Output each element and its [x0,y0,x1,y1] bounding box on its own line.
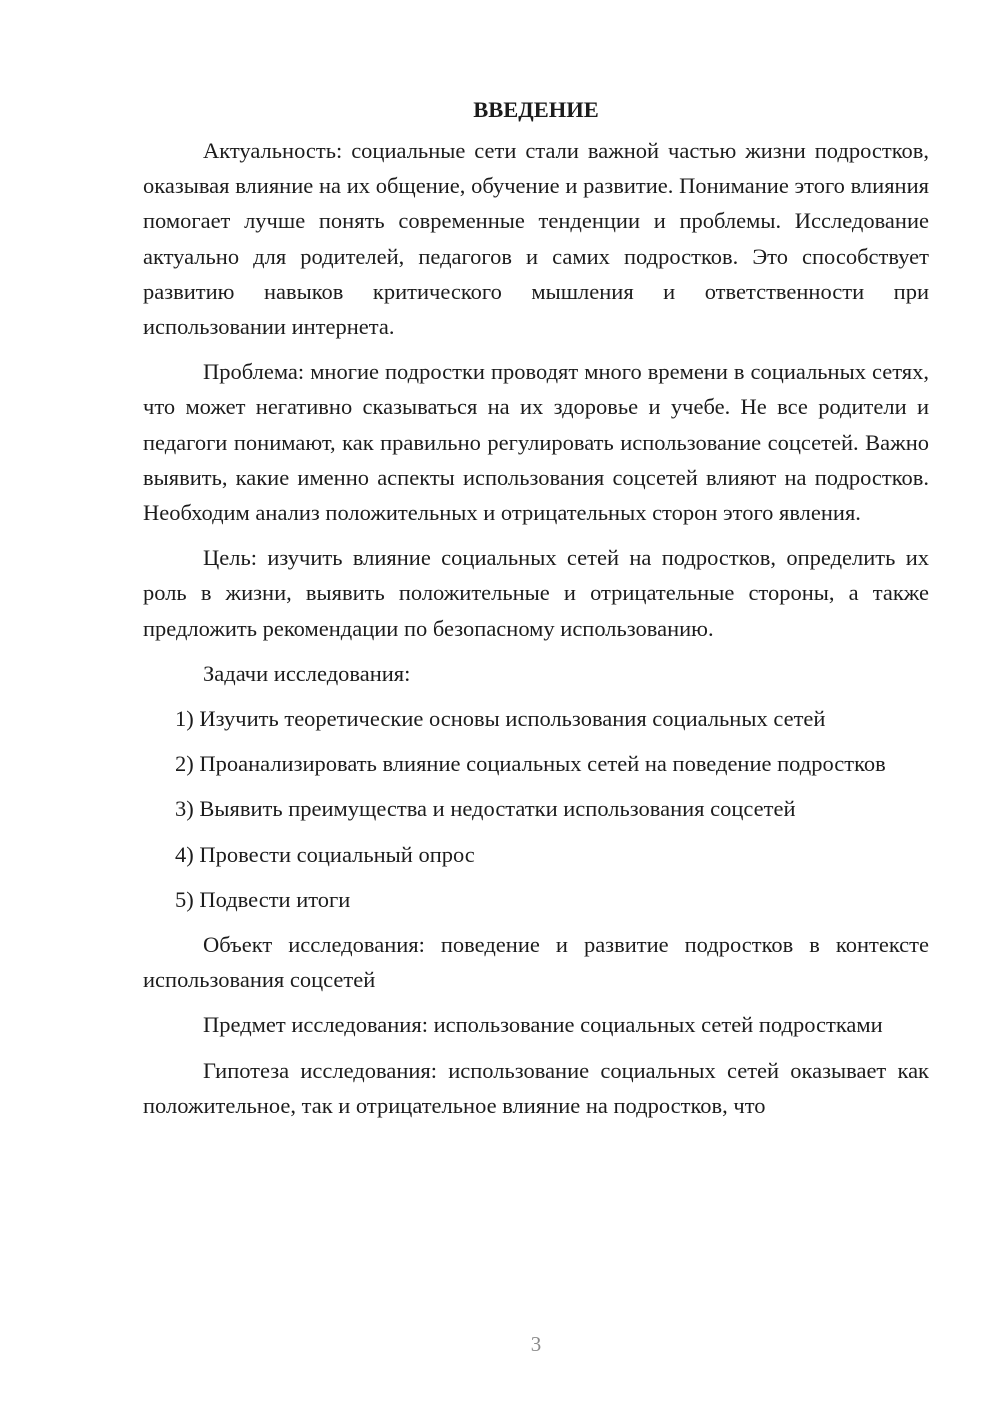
list-item: 2) Проанализировать влияние социальных сетей на поведение подростков [175,751,886,777]
paragraph-goal: Цель: изучить влияние социальных сетей на подростков, определить их роль в жизни, выявить положительные и отрицательные стороны, а также предложить рекомендации по безопасному использованию. [143,545,929,641]
list-item: 3) Выявить преимущества и недостатки использования соцсетей [175,796,796,822]
paragraph-subject: Предмет исследования: использование социальных сетей подростками [203,1012,883,1038]
page-number: 3 [530,1332,542,1356]
document-body [143,92,929,1123]
paragraph-relevance: Актуальность: социальные сети стали важной частью жизни подростков, оказывая влияние на их общение, обучение и развитие. Понимание этого влияния помогает лучше понять современные тенденции и проблемы. Исследование актуально для родителей, педагогов и самих подростков. Это способствует развитию навыков критического мышления и ответственности при использовании интернета. [143,138,929,340]
paragraph-object: Объект исследования: поведение и развитие подростков в контексте использования соцсетей [143,932,929,993]
paragraph-problem: Проблема: многие подростки проводят много времени в социальных сетях, что может негативно сказываться на их здоровье и учебе. Не все родители и педагоги понимают, как правильно регулировать использование соцсетей. Важно выявить, какие именно аспекты использования соцсетей влияют на подростков. Необходим анализ положительных и отрицательных сторон этого явления. [143,359,929,526]
list-item: 1) Изучить теоретические основы использования социальных сетей [175,706,826,732]
page-title: ВВЕДЕНИЕ [473,97,599,122]
paragraph-hypothesis: Гипотеза исследования: использование социальных сетей оказывает как положительное, так и отрицательное влияние на подростков, что [143,1057,929,1118]
tasks-list [143,701,929,917]
list-item: 5) Подвести итоги [175,886,351,912]
tasks-heading: Задачи исследования: [203,660,411,686]
list-item: 4) Провести социальный опрос [175,841,475,867]
